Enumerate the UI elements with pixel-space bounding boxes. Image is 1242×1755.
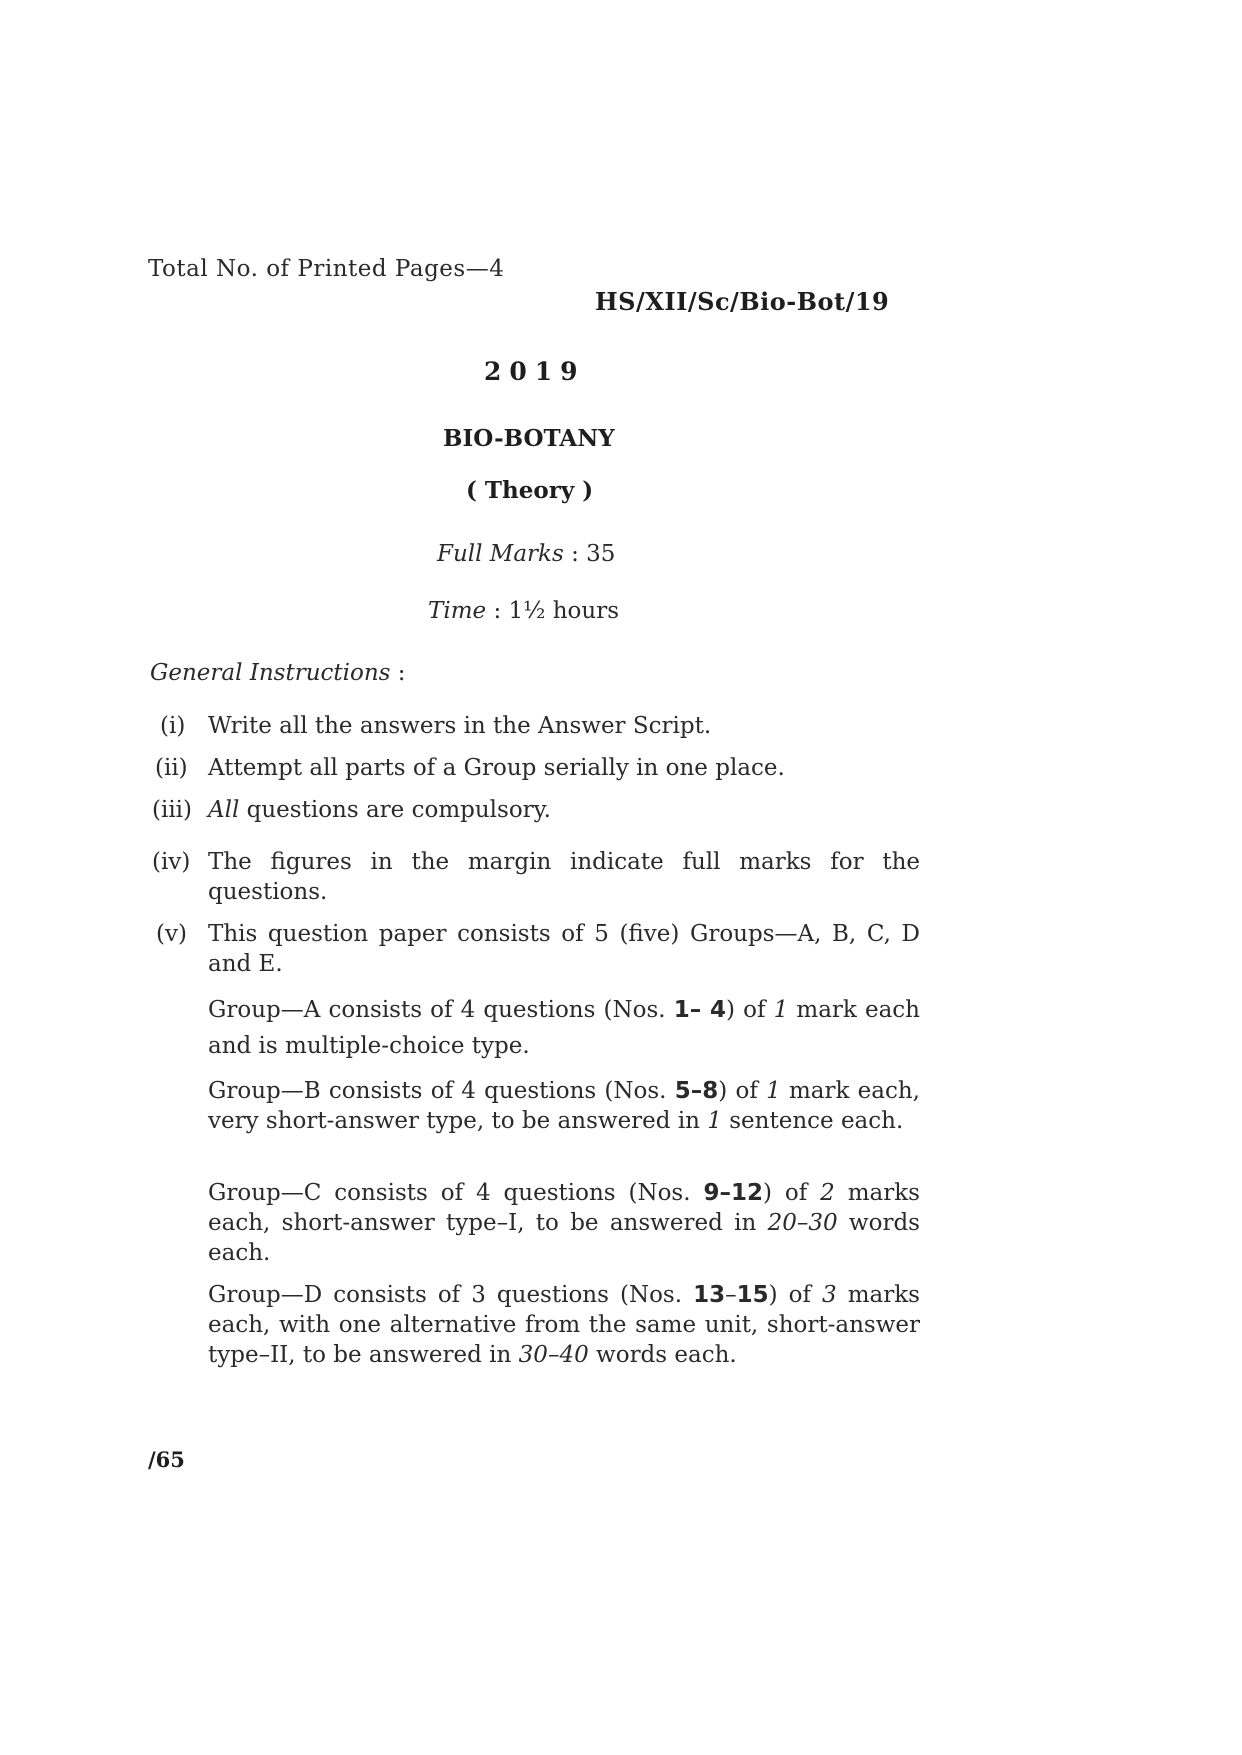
- group-text: words each.: [208, 1210, 920, 1266]
- marks-value: 1: [773, 997, 789, 1023]
- marks-value: 2: [820, 1180, 835, 1206]
- group-text: mark each and is multiple-choice type.: [208, 997, 920, 1059]
- instruction-item: [150, 795, 920, 825]
- group-text: Group—C consists of 4 questions (Nos.: [208, 1180, 704, 1206]
- word-limit: 20–30: [767, 1210, 838, 1236]
- paper-type: ( Theory ): [466, 477, 594, 504]
- group-text: marks each, with one alternative from the same unit, short-answer type–II, to be answered in: [208, 1282, 920, 1368]
- group-c-description: [208, 1178, 920, 1268]
- instructions-heading: [150, 660, 406, 686]
- time-label: Time: [428, 598, 487, 624]
- question-numbers: 1– 4: [673, 997, 727, 1023]
- group-text: Group—B consists of 4 questions (Nos.: [208, 1078, 675, 1104]
- page-footer-code: /65: [148, 1447, 185, 1472]
- instruction-item: [150, 753, 920, 783]
- instruction-item: [150, 919, 920, 979]
- word-limit: 30–40: [518, 1342, 589, 1368]
- instruction-rest: questions are compulsory.: [239, 797, 551, 823]
- group-a-description: [208, 992, 920, 1064]
- full-marks: [437, 541, 615, 567]
- group-text: Group—D consists of 3 questions (Nos.: [208, 1282, 694, 1308]
- subject-title: BIO-BOTANY: [443, 425, 615, 452]
- instruction-text: [208, 795, 920, 825]
- marks-value: 1: [766, 1078, 781, 1104]
- word-limit: 1: [707, 1108, 722, 1134]
- full-marks-value: : 35: [571, 541, 616, 567]
- group-text: Group—A consists of 4 questions (Nos.: [208, 997, 674, 1023]
- group-d-description: [208, 1280, 920, 1370]
- group-text: mark each, very short-answer type, to be answered in: [208, 1078, 920, 1134]
- question-numbers-dash: –: [725, 1282, 737, 1308]
- instruction-emphasis: All: [208, 797, 240, 823]
- question-numbers: 5–8: [674, 1078, 719, 1104]
- group-text: ) of: [718, 1078, 767, 1104]
- exam-time: [428, 598, 619, 624]
- instructions-heading-text: General Instructions: [150, 660, 391, 686]
- instruction-number: (iii): [152, 797, 193, 823]
- group-text: ) of: [768, 1282, 823, 1308]
- marks-value: 3: [822, 1282, 837, 1308]
- question-numbers: 13: [693, 1282, 726, 1308]
- instruction-text: Write all the answers in the Answer Script.: [208, 713, 712, 739]
- group-b-description: [208, 1076, 920, 1136]
- question-numbers: 15: [736, 1282, 769, 1308]
- instruction-number: (v): [156, 921, 187, 947]
- group-text: ) of: [762, 1180, 821, 1206]
- paper-code: HS/XII/Sc/Bio-Bot/19: [595, 287, 890, 316]
- group-text: words each.: [588, 1342, 737, 1368]
- exam-year: 2019: [484, 357, 586, 386]
- instruction-number: (ii): [155, 755, 188, 781]
- printed-pages-count: Total No. of Printed Pages—4: [148, 256, 505, 282]
- full-marks-label: Full Marks: [437, 541, 564, 567]
- time-value: : 1½ hours: [493, 598, 620, 624]
- instructions-heading-colon: :: [390, 660, 406, 686]
- instruction-number: (i): [160, 713, 186, 739]
- question-numbers: 9–12: [703, 1180, 763, 1206]
- group-text: marks each, short-answer type–I, to be answered in: [208, 1180, 920, 1236]
- instruction-number: (iv): [152, 849, 191, 875]
- group-text: ) of: [726, 997, 774, 1023]
- instruction-item: [150, 847, 920, 907]
- instruction-text: Attempt all parts of a Group serially in one place.: [208, 755, 785, 781]
- instruction-item: [150, 711, 920, 741]
- instruction-text: The figures in the margin indicate full marks for the questions.: [208, 849, 920, 905]
- instruction-text: This question paper consists of 5 (five) Groups—A, B, C, D and E.: [208, 921, 920, 977]
- group-text: sentence each.: [721, 1108, 904, 1134]
